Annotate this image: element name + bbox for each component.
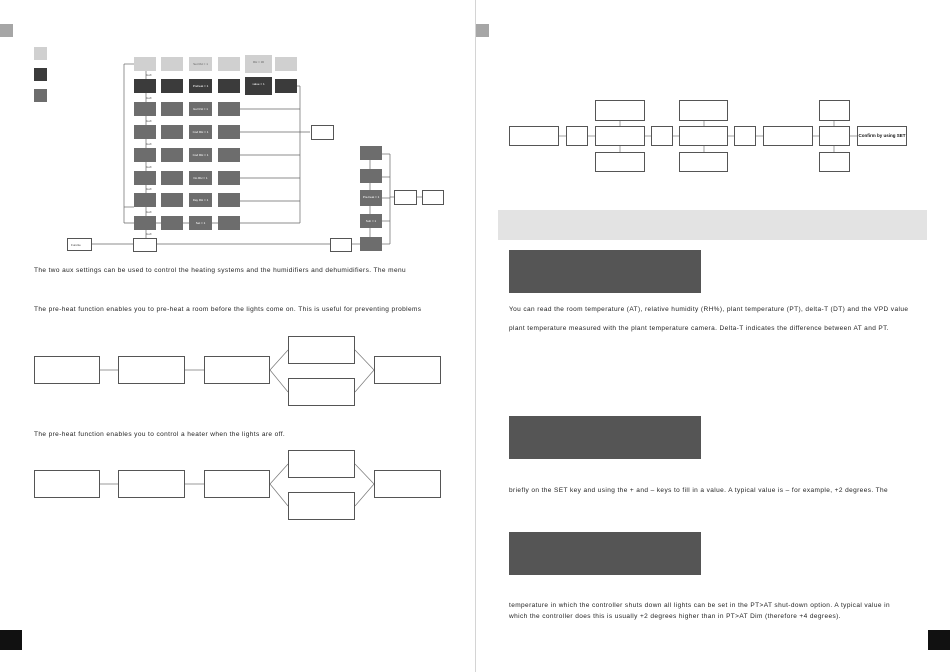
flow-step <box>509 126 559 146</box>
menu-node: Gul RH = 1 <box>189 102 212 116</box>
flow-step <box>374 470 441 498</box>
display-panel <box>509 250 701 293</box>
row-marker: AuX <box>146 119 152 123</box>
flow-step <box>595 126 645 146</box>
flow-step <box>679 100 728 121</box>
menu-node: Set RH = 1 <box>189 57 212 71</box>
flow-step <box>819 152 850 172</box>
flow-step <box>288 450 355 478</box>
menu-node: Set = 1 <box>189 216 212 230</box>
preheat-lights-off-paragraph: The pre-heat function enables you to control a heater when the lights are off. <box>34 431 286 438</box>
row-marker: AuX <box>146 142 152 146</box>
readings-paragraph-line-2: plant temperature measured with the plant temperature camera. Delta-T indicates the difference between AT and PT. <box>509 325 890 332</box>
menu-node: Cod RH = 1 <box>189 148 212 162</box>
menu-node: Sub = 1 <box>360 214 382 228</box>
section-heading-band <box>498 210 927 240</box>
row-marker: AuX <box>146 96 152 100</box>
page-tab-marker <box>928 630 950 650</box>
flow-step <box>679 126 728 146</box>
flow-step <box>651 126 673 146</box>
menu-node: Pre-heat = 1 <box>360 190 382 206</box>
menu-node: value = 1 <box>245 77 272 95</box>
flow-step <box>34 470 100 498</box>
row-marker: AuX <box>146 232 152 236</box>
menu-node: Cod RH = 1 <box>189 125 212 139</box>
menu-start-label: Functie <box>71 243 81 247</box>
menu-node: RH = 30 <box>245 55 272 73</box>
row-marker: AuX <box>146 73 152 77</box>
aux-paragraph: The two aux settings can be used to control the heating systems and the humidifiers and dehumidifiers. The menu <box>34 267 406 274</box>
readings-paragraph-line-1: You can read the room temperature (AT), relative humidity (RH%), plant temperature (PT), delta-T (DT) and the VPD value <box>509 306 909 313</box>
flow-step <box>204 470 270 498</box>
row-marker: AuX <box>146 187 152 191</box>
shutdown-paragraph-line-1: temperature in which the controller shuts down all lights can be set in the PT>AT shut-down option. A typical value in <box>509 602 890 609</box>
menu-node: Day RH = 1 <box>189 193 212 207</box>
flow-step <box>566 126 588 146</box>
flow-step <box>819 126 850 146</box>
menu-node: Preheat = 1 <box>189 79 212 93</box>
set-key-paragraph: briefly on the SET key and using the + and – keys to fill in a value. A typical value is – for example, +2 degrees. The <box>509 487 889 494</box>
flow-step <box>734 126 756 146</box>
flow-step <box>288 492 355 520</box>
display-panel <box>509 416 701 459</box>
menu-node: Do RH = 1 <box>189 171 212 185</box>
flow-step <box>595 100 645 121</box>
display-panel <box>509 532 701 575</box>
preheat-paragraph: The pre-heat function enables you to pre-heat a room before the lights come on. This is useful for preventing problems <box>34 306 422 313</box>
flow-step <box>595 152 645 172</box>
row-marker: AuX <box>146 165 152 169</box>
flow-step <box>679 152 728 172</box>
flow-step <box>118 470 185 498</box>
shutdown-paragraph-line-2: which the controller does this is usually +2 degrees higher than in PT>AT Dim (therefore +4 degrees). <box>509 613 841 620</box>
flow-step <box>763 126 813 146</box>
row-marker: AuX <box>146 210 152 214</box>
right-page <box>476 0 950 672</box>
flow-step <box>819 100 850 121</box>
confirm-step: Confirm by using SET <box>857 126 907 146</box>
